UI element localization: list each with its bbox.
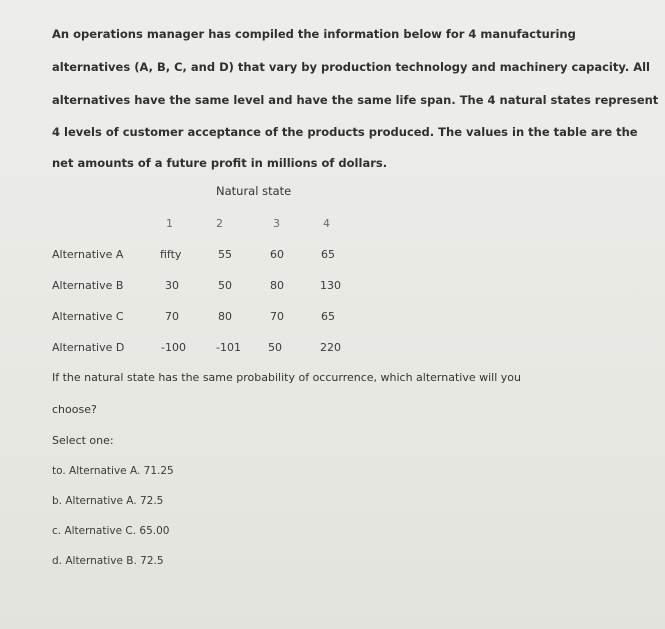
- question-line-5: net amounts of a future profit in millions of dollars.: [52, 156, 388, 170]
- cell-a-3: 60: [270, 248, 284, 261]
- cell-d-4: 220: [320, 341, 341, 354]
- cell-b-4: 130: [320, 279, 341, 292]
- cell-d-2: -101: [216, 341, 241, 354]
- option-d[interactable]: d. Alternative B. 72.5: [52, 555, 164, 567]
- row-label-a: Alternative A: [52, 248, 124, 261]
- cell-b-3: 80: [270, 279, 284, 292]
- table-title: Natural state: [216, 184, 292, 198]
- option-c[interactable]: c. Alternative C. 65.00: [52, 525, 170, 537]
- header-state-2: 2: [216, 217, 223, 230]
- option-b[interactable]: b. Alternative A. 72.5: [52, 495, 164, 507]
- cell-c-2: 80: [218, 310, 232, 323]
- option-a[interactable]: to. Alternative A. 71.25: [52, 465, 174, 477]
- cell-a-4: 65: [321, 248, 335, 261]
- question-line-2: alternatives (A, B, C, and D) that vary by production technology and machinery capacity. All: [52, 60, 650, 74]
- row-label-b: Alternative B: [52, 279, 124, 292]
- cell-a-2: 55: [218, 248, 232, 261]
- cell-c-4: 65: [321, 310, 335, 323]
- cell-c-3: 70: [270, 310, 284, 323]
- select-one-label: Select one:: [52, 434, 114, 447]
- cell-d-3: 50: [268, 341, 282, 354]
- row-label-c: Alternative C: [52, 310, 124, 323]
- row-label-d: Alternative D: [52, 341, 125, 354]
- question-line-3: alternatives have the same level and have the same life span. The 4 natural states represent: [52, 93, 659, 107]
- header-state-4: 4: [323, 217, 330, 230]
- header-state-1: 1: [166, 217, 173, 230]
- question-line-4: 4 levels of customer acceptance of the products produced. The values in the table are the: [52, 125, 638, 139]
- cell-c-1: 70: [165, 310, 179, 323]
- cell-d-1: -100: [161, 341, 186, 354]
- question-line-1: An operations manager has compiled the information below for 4 manufacturing: [52, 27, 576, 41]
- cell-a-1: fifty: [160, 248, 182, 261]
- cell-b-1: 30: [165, 279, 179, 292]
- cell-b-2: 50: [218, 279, 232, 292]
- prompt-line-2: choose?: [52, 403, 97, 416]
- header-state-3: 3: [273, 217, 280, 230]
- prompt-line-1: If the natural state has the same probability of occurrence, which alternative will you: [52, 371, 521, 384]
